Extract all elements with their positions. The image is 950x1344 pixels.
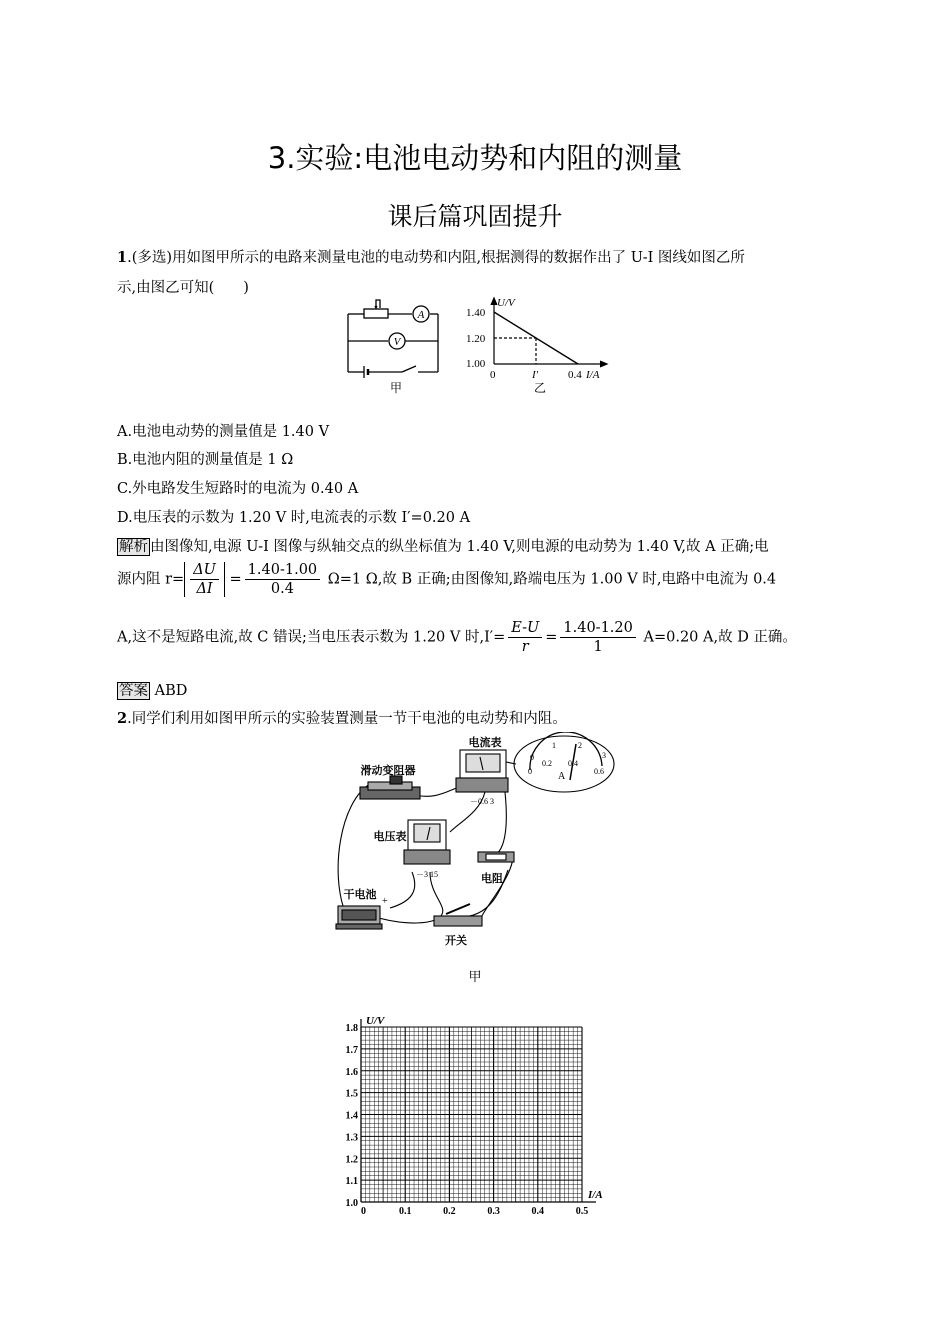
y-tick-label: 1.4 [345, 1110, 358, 1122]
x-tick-label: 0.2 [443, 1206, 456, 1217]
q2-stem-line [117, 707, 567, 728]
q1-stem-line1 [117, 246, 745, 267]
q1-stem-line2: 示,由图乙可知( ) [117, 280, 249, 296]
y-tick-label: 1.1 [345, 1176, 358, 1188]
y-tick-label: 1.5 [345, 1088, 358, 1100]
q1-analysis-line3: A,这不是短路电流,故 C 错误;当电压表示数为 1.20 V 时,I′= $\frac{E-U}{r}$ = $\frac{1.40-1.20}{1}$ A=0.20 A,故 D 正确。 [117, 620, 797, 655]
q2-fig-jia-label: 甲 [468, 970, 482, 985]
graph-tick-100: 1.00 [466, 358, 486, 370]
analysis-text2-pre: 源内阻 r= [117, 571, 185, 588]
q1-fig-jia-label: 甲 [389, 381, 403, 394]
frac-di: ΔI [196, 581, 213, 597]
q1-circuit-figure [340, 296, 450, 394]
svg-text:A: A [417, 309, 425, 321]
q1-option-a: A.电池电动势的测量值是 1.40 V [117, 424, 330, 440]
chart-x-label: I/A [588, 1189, 603, 1201]
analysis-text3-pre: A,这不是短路电流,故 C 错误;当电压表示数为 1.20 V 时,I′= [117, 629, 506, 646]
q1-option-d: D.电压表的示数为 1.20 V 时,电流表的示数 I′=0.20 A [117, 510, 471, 526]
graph-tick-140: 1.40 [466, 307, 486, 319]
x-tick-label: 0.1 [398, 1206, 412, 1217]
q1-answer-line [117, 679, 187, 700]
dial-02: 0.2 [542, 759, 552, 768]
frac-den-04: 0.4 [270, 581, 294, 597]
battery-plus: + [382, 896, 388, 907]
q1-analysis-line1 [117, 535, 769, 556]
chart-grid [361, 1027, 582, 1202]
q2-stem-text: .同学们利用如图甲所示的实验装置测量一节干电池的电动势和内阻。 [127, 711, 567, 727]
graph-y-label: U/V [497, 297, 515, 309]
answer-value: ABD [154, 683, 188, 699]
q1-stem-text1: .(多选)用如图甲所示的电路来测量电池的电动势和内阻,根据测得的数据作出了 U-I 图线如图乙所 [127, 250, 745, 266]
dial-1: 1 [552, 741, 556, 750]
q1-option-c: C.外电路发生短路时的电流为 0.40 A [117, 481, 359, 497]
x-tick-label: 0.4 [531, 1206, 545, 1217]
rheostat-symbol [364, 309, 388, 318]
dial-3: 3 [602, 751, 606, 760]
ui-grid-chart [330, 1010, 620, 1225]
page-title: 3.实验:电池电动势和内阻的测量 [267, 141, 683, 175]
graph-tick-120: 1.20 [466, 333, 486, 345]
graph-x-label: I/A [586, 369, 600, 381]
answer-tag: 答案 [119, 683, 148, 699]
q2-number: 2 [117, 710, 128, 727]
voltmeter-terminals: －3 15 [416, 870, 438, 879]
y-tick-label: 1.8 [345, 1023, 358, 1034]
graph-iprime: I′ [532, 369, 539, 381]
y-tick-label: 1.6 [345, 1066, 358, 1078]
x-tick-label: 0.3 [487, 1206, 500, 1217]
q1-option-b: B.电池内阻的测量值是 1 Ω [117, 452, 294, 468]
label-voltmeter: 电压表 [373, 831, 407, 843]
q1-number: 1 [117, 249, 128, 266]
page-subtitle: 课后篇巩固提升 [387, 202, 563, 231]
dial-0b: 0 [528, 767, 532, 776]
frac-num-140-120: 1.40-1.20 [560, 620, 635, 638]
label-ammeter: 电流表 [468, 737, 502, 749]
label-resistor: 电阻 [481, 873, 503, 885]
label-battery: 干电池 [343, 889, 377, 901]
q1-ui-graph [462, 294, 612, 394]
frac-du: ΔU [190, 562, 219, 580]
frac-den-1: 1 [593, 639, 603, 655]
y-tick-label: 1.3 [345, 1132, 358, 1144]
q2-apparatus-figure [330, 732, 630, 954]
dial-unit: A [558, 771, 566, 782]
dial-0: 0 [530, 753, 534, 762]
ammeter-terminals: －0.6 3 [470, 797, 494, 806]
analysis-tag: 解析 [119, 539, 148, 555]
y-tick-label: 1.2 [345, 1154, 358, 1166]
label-rheostat: 滑动变阻器 [360, 765, 416, 777]
x-tick-label: 0 [361, 1206, 366, 1217]
analysis-text3-post: A=0.20 A,故 D 正确。 [643, 629, 797, 646]
graph-tick-04: 0.4 [568, 369, 582, 381]
x-tick-label: 0.5 [575, 1206, 589, 1217]
frac-num-140-100: 1.40-1.00 [245, 562, 320, 580]
y-tick-label: 1.0 [345, 1198, 358, 1209]
dial-06: 0.6 [594, 767, 604, 776]
svg-text:V: V [393, 336, 401, 348]
q1-fig-yi-label: 乙 [533, 381, 547, 394]
analysis-text2-post: Ω=1 Ω,故 B 正确;由图像知,路端电压为 1.00 V 时,电路中电流为 0.4 [327, 571, 777, 588]
dial-2: 2 [578, 741, 582, 750]
frac-e-u: E-U [508, 620, 542, 638]
q1-analysis-line2: 源内阻 r= $\frac{\Delta U}{\Delta I}$ = $\frac{1.40-1.00}{0.4}$ Ω=1 Ω,故 B 正确;由图像知,路端电压为 1.00 V 时,电路中电流为 0.4 [117, 562, 777, 597]
graph-origin: 0 [490, 369, 496, 381]
analysis-text1: 由图像知,电源 U-I 图像与纵轴交点的纵坐标值为 1.40 V,则电源的电动势为 1.40 V,故 A 正确;电 [150, 539, 769, 555]
chart-y-label: U/V [366, 1015, 385, 1027]
y-tick-label: 1.7 [345, 1044, 358, 1056]
frac-r: r [521, 639, 529, 655]
label-switch: 开关 [445, 935, 467, 947]
dial-04: 0.4 [568, 759, 578, 768]
